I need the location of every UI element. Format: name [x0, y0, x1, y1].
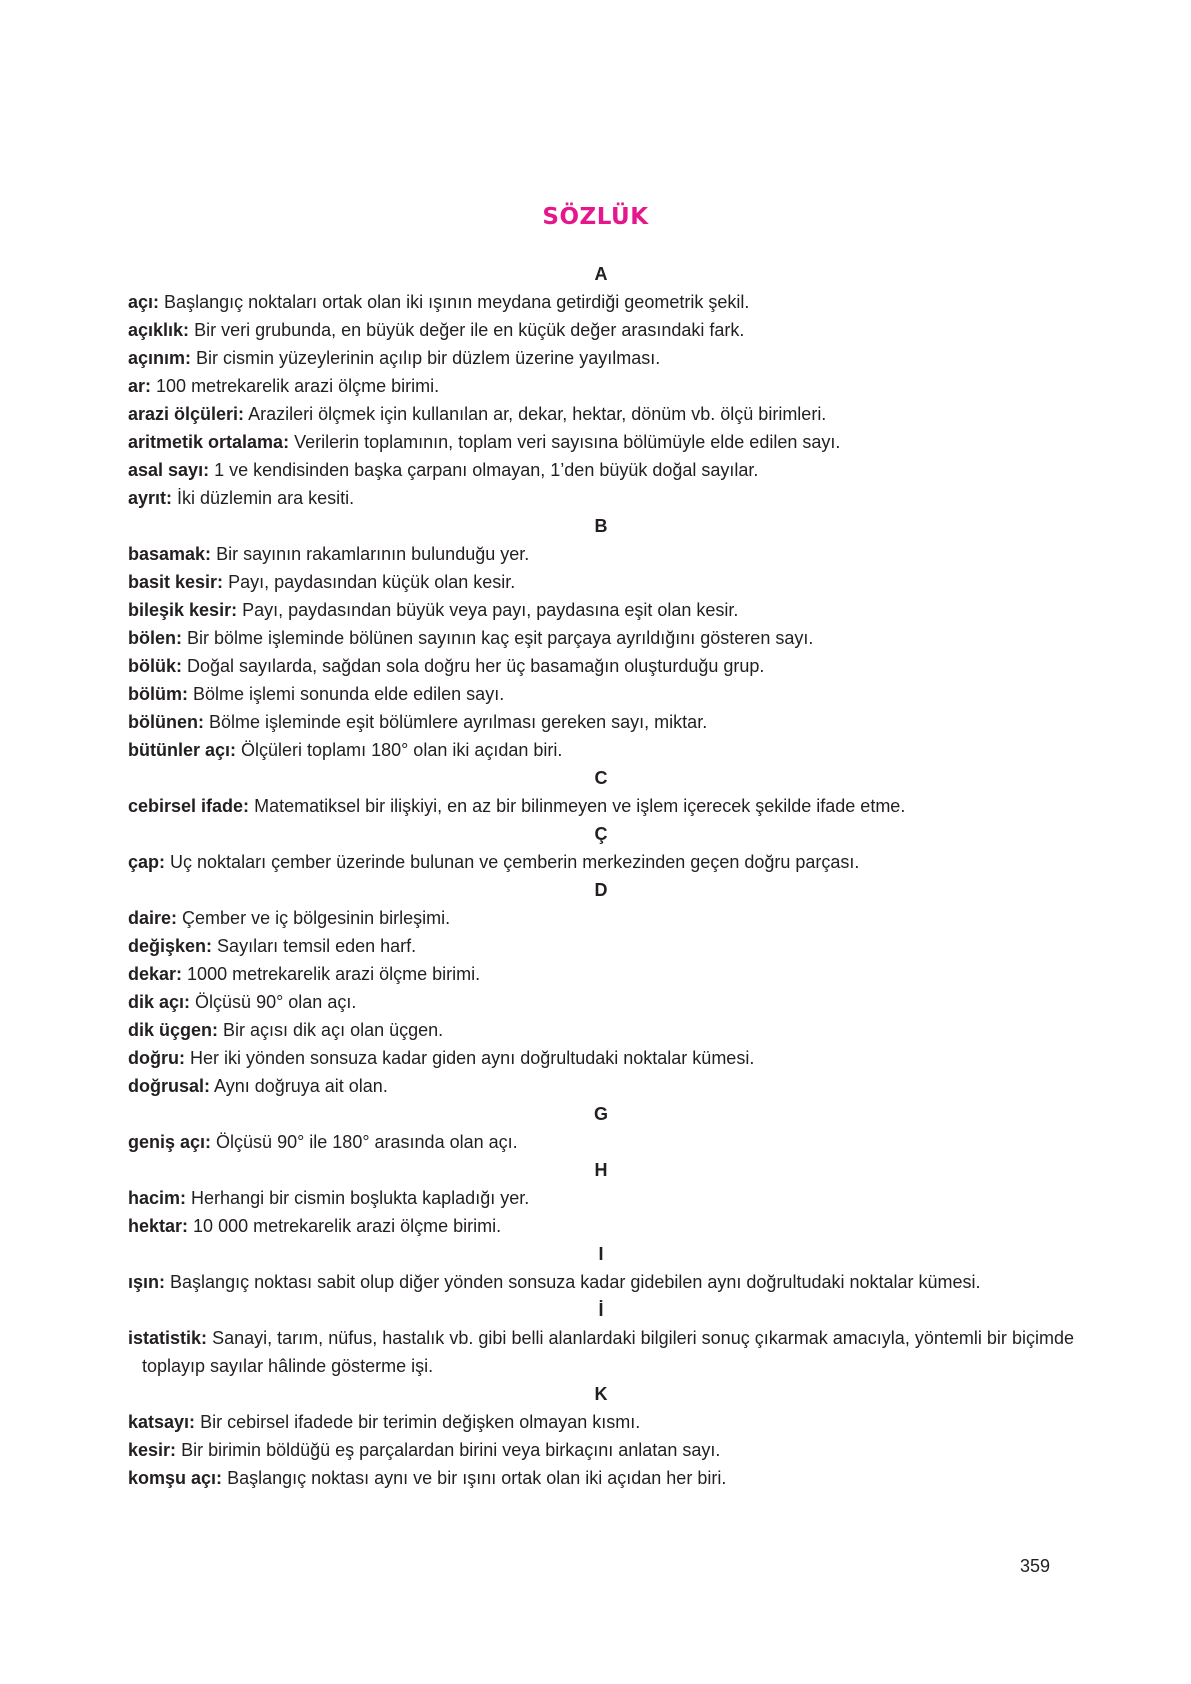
section-letter: C — [594, 768, 608, 788]
glossary-entry — [128, 400, 1074, 428]
entry-term: bütünler açı: — [128, 740, 237, 760]
entry-term: çap: — [128, 852, 166, 872]
entry-term: dik açı: — [128, 992, 191, 1012]
entry-term: ayrıt: — [128, 488, 173, 508]
glossary-entry — [128, 904, 1074, 932]
entry-term: değişken: — [128, 936, 213, 956]
entry-definition: Bölme işlemi sonunda elde edilen sayı. — [193, 684, 505, 704]
section-letter: G — [593, 1104, 608, 1124]
glossary-entry — [128, 792, 1074, 820]
glossary-entry — [128, 596, 1074, 624]
page-title: SÖZLÜK — [542, 204, 649, 230]
entry-term: dik üçgen: — [128, 1020, 219, 1040]
glossary-entry — [128, 372, 1074, 400]
glossary-entry — [128, 680, 1074, 708]
section-letter: H — [594, 1160, 608, 1180]
section-letter: Ç — [594, 824, 608, 844]
glossary-entry — [128, 848, 1074, 876]
glossary-entry — [128, 960, 1074, 988]
entry-definition: Çember ve iç bölgesinin birleşimi. — [182, 908, 451, 928]
entry-term: açınım: — [128, 348, 192, 368]
entry-definition: Bir bölme işleminde bölünen sayının kaç eşit parçaya ayrıldığını gösteren sayı. — [187, 628, 814, 648]
entry-term: daire: — [128, 908, 178, 928]
entry-term: açıklık: — [128, 320, 190, 340]
entry-term: dekar: — [128, 964, 183, 984]
glossary-entry — [128, 1128, 1074, 1156]
entry-term: bölüm: — [128, 684, 188, 704]
section-letter: B — [594, 516, 608, 536]
glossary-entry — [128, 316, 1074, 344]
entry-definition: İki düzlemin ara kesiti. — [177, 488, 355, 508]
glossary-entry — [128, 1268, 1074, 1296]
entry-definition: Ölçüsü 90° olan açı. — [195, 992, 357, 1012]
section-letter: A — [594, 264, 608, 284]
entry-definition: Payı, paydasından küçük olan kesir. — [228, 572, 516, 592]
glossary-entry — [128, 708, 1074, 736]
entry-definition: Ölçüleri toplamı 180° olan iki açıdan biri. — [241, 740, 563, 760]
entry-term: doğru: — [128, 1048, 185, 1068]
glossary-entry — [128, 932, 1074, 960]
entry-definition: Her iki yönden sonsuza kadar giden aynı doğrultudaki noktalar kümesi. — [190, 1048, 755, 1068]
entry-term: kesir: — [128, 1440, 177, 1460]
glossary-entry — [128, 736, 1074, 764]
entry-definition: Herhangi bir cismin boşlukta kapladığı yer. — [191, 1188, 530, 1208]
glossary-entry — [128, 1184, 1074, 1212]
glossary-entry — [128, 1464, 1074, 1492]
glossary-entry — [128, 1016, 1074, 1044]
entry-term: açı: — [128, 292, 160, 312]
entry-definition: Başlangıç noktası aynı ve bir ışını ortak olan iki açıdan her biri. — [227, 1468, 727, 1488]
entry-term: cebirsel ifade: — [128, 796, 250, 816]
glossary-entry — [128, 1324, 1074, 1380]
entry-definition: 1 ve kendisinden başka çarpanı olmayan, 1’den büyük doğal sayılar. — [214, 460, 759, 480]
glossary-entry — [128, 1408, 1074, 1436]
glossary-entry — [128, 1212, 1074, 1240]
entry-term: katsayı: — [128, 1412, 196, 1432]
glossary-entry — [128, 624, 1074, 652]
entry-definition: Aynı doğruya ait olan. — [214, 1076, 388, 1096]
glossary-entry — [128, 1044, 1074, 1072]
glossary-entry — [128, 988, 1074, 1016]
entry-term: basamak: — [128, 544, 212, 564]
entry-term: komşu açı: — [128, 1468, 223, 1488]
glossary-entry — [128, 540, 1074, 568]
entry-definition: 1000 metrekarelik arazi ölçme birimi. — [187, 964, 481, 984]
entry-definition: Sanayi, tarım, nüfus, hastalık vb. gibi belli alanlardaki bilgileri sonuç çıkarmak amacıyla, yöntemli bir biçimde toplayıp sayılar hâlinde gösterme işi. — [142, 1328, 1074, 1376]
entry-term: bölünen: — [128, 712, 204, 732]
entry-term: bileşik kesir: — [128, 600, 238, 620]
entry-definition: Bir sayının rakamlarının bulunduğu yer. — [216, 544, 530, 564]
entry-definition: Verilerin toplamının, toplam veri sayısına bölümüyle elde edilen sayı. — [294, 432, 841, 452]
entry-term: ışın: — [128, 1272, 166, 1292]
entry-definition: 100 metrekarelik arazi ölçme birimi. — [156, 376, 440, 396]
entry-term: hacim: — [128, 1188, 187, 1208]
section-letter: K — [594, 1384, 608, 1404]
entry-term: geniş açı: — [128, 1132, 212, 1152]
entry-definition: 10 000 metrekarelik arazi ölçme birimi. — [193, 1216, 502, 1236]
section-letter: İ — [598, 1300, 604, 1320]
section-letter: I — [598, 1244, 604, 1264]
entry-definition: Ölçüsü 90° ile 180° arasında olan açı. — [216, 1132, 518, 1152]
entry-term: bölük: — [128, 656, 182, 676]
entry-definition: Bir veri grubunda, en büyük değer ile en küçük değer arasındaki fark. — [194, 320, 745, 340]
entry-term: istatistik: — [128, 1328, 208, 1348]
entry-term: bölen: — [128, 628, 182, 648]
entry-definition: Bir açısı dik açı olan üçgen. — [223, 1020, 444, 1040]
entry-term: ar: — [128, 376, 152, 396]
entry-definition: Başlangıç noktaları ortak olan iki ışının meydana getirdiği geometrik şekil. — [164, 292, 750, 312]
glossary-entry — [128, 1072, 1074, 1100]
entry-definition: Bir birimin böldüğü eş parçalardan birini veya birkaçını anlatan sayı. — [181, 1440, 721, 1460]
entry-term: arazi ölçüleri: — [128, 404, 245, 424]
entry-definition: Payı, paydasından büyük veya payı, paydasına eşit olan kesir. — [242, 600, 739, 620]
entry-term: aritmetik ortalama: — [128, 432, 290, 452]
glossary-entry — [128, 568, 1074, 596]
entry-term: basit kesir: — [128, 572, 224, 592]
entry-term: doğrusal: — [128, 1076, 211, 1096]
entry-definition: Doğal sayılarda, sağdan sola doğru her üç basamağın oluşturduğu grup. — [187, 656, 765, 676]
glossary-entry — [128, 652, 1074, 680]
section-letter: D — [594, 880, 608, 900]
glossary-entry — [128, 344, 1074, 372]
entry-definition: Başlangıç noktası sabit olup diğer yönden sonsuza kadar gidebilen aynı doğrultudaki noktalar kümesi. — [170, 1272, 981, 1292]
entry-definition: Matematiksel bir ilişkiyi, en az bir bilinmeyen ve işlem içerecek şekilde ifade etme. — [254, 796, 906, 816]
glossary-entry — [128, 484, 1074, 512]
glossary-entry — [128, 428, 1074, 456]
entry-definition: Arazileri ölçmek için kullanılan ar, dekar, hektar, dönüm vb. ölçü birimleri. — [248, 404, 827, 424]
entry-definition: Sayıları temsil eden harf. — [217, 936, 417, 956]
entry-definition: Bir cismin yüzeylerinin açılıp bir düzlem üzerine yayılması. — [196, 348, 661, 368]
entry-definition: Uç noktaları çember üzerinde bulunan ve çemberin merkezinden geçen doğru parçası. — [170, 852, 860, 872]
glossary-entry — [128, 1436, 1074, 1464]
glossary — [128, 260, 1074, 1492]
page-number: 359 — [1020, 1556, 1051, 1576]
glossary-entry — [128, 456, 1074, 484]
glossary-entry — [128, 288, 1074, 316]
entry-term: hektar: — [128, 1216, 189, 1236]
entry-term: asal sayı: — [128, 460, 210, 480]
entry-definition: Bir cebirsel ifadede bir terimin değişken olmayan kısmı. — [200, 1412, 641, 1432]
entry-definition: Bölme işleminde eşit bölümlere ayrılması gereken sayı, miktar. — [209, 712, 708, 732]
